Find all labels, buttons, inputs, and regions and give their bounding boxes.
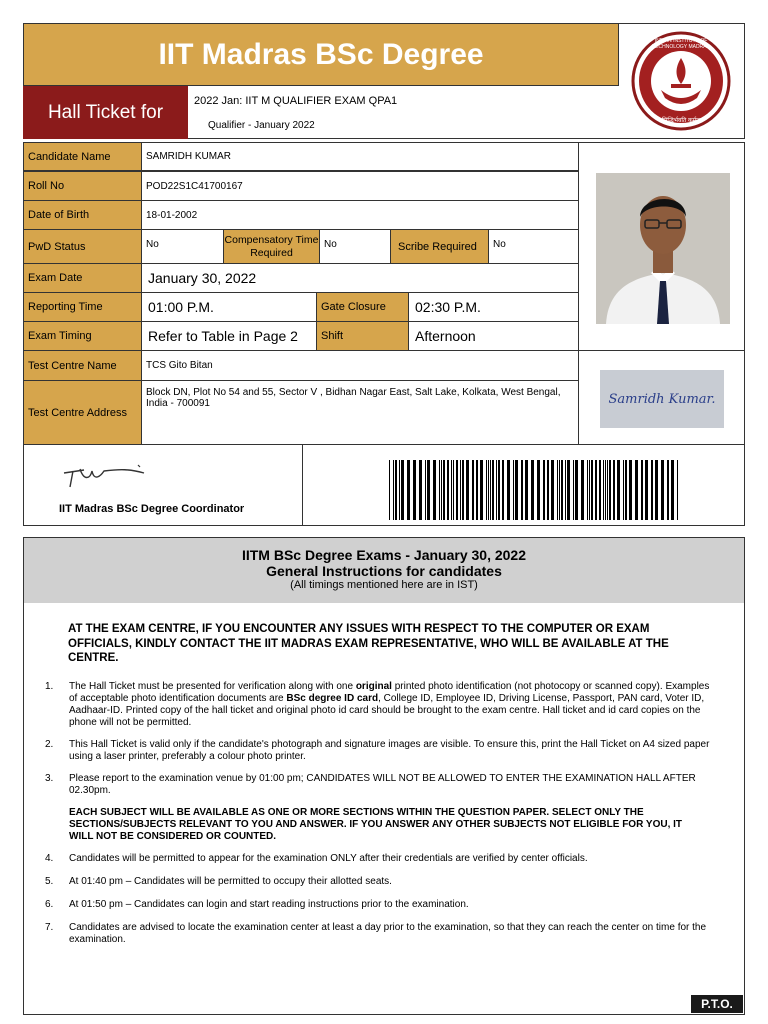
roll-no-label: Roll No [23, 171, 142, 201]
barcode-bar [645, 460, 648, 520]
barcode-bar [490, 460, 491, 520]
barcode-bar [625, 460, 627, 520]
barcode-bar [425, 460, 426, 520]
barcode-bar [607, 460, 608, 520]
barcode-bar [443, 460, 445, 520]
barcode-bar [557, 460, 558, 520]
barcode-bar [492, 460, 494, 520]
exam-timing-label: Exam Timing [23, 321, 142, 351]
instructions-note: (All timings mentioned here are in IST) [290, 579, 478, 591]
barcode-bar [567, 460, 570, 520]
barcode-bar [651, 460, 653, 520]
barcode-bar [525, 460, 528, 520]
barcode-bar [595, 460, 597, 520]
barcode-bar [453, 460, 454, 520]
item-number: 5. [45, 876, 54, 887]
instruction-bold-note [69, 807, 719, 843]
barcode-bar [677, 460, 678, 520]
gate-closure-label: Gate Closure [316, 292, 409, 322]
item-text: , College ID, Employee ID, Driving License, Passport, PAN card, Voter ID, Aadhaar-ID. Printed copy of the hall ticket and original photo id card should be brought to the exam centre. Hall ticket and id card copies on the phone will not be permitted. [69, 693, 705, 728]
item-text: Please report to the examination venue by 01:00 pm; CANDIDATES WILL NOT BE ALLOWED TO ENTER THE EXAMINATION HALL AFTER 02.30pm. [69, 773, 696, 796]
reporting-time-label: Reporting Time [23, 292, 142, 322]
page-title: IIT Madras BSc Degree [158, 37, 484, 71]
scribe-label: Scribe Required [390, 229, 489, 264]
barcode-bar [456, 460, 458, 520]
barcode-bar [561, 460, 563, 520]
barcode-bar [393, 460, 394, 520]
barcode-bar [419, 460, 422, 520]
seal-ring-text: INDIAN INSTITUTE OF TECHNOLOGY MADRAS [652, 38, 710, 50]
barcode-bar [599, 460, 601, 520]
item-number: 6. [45, 899, 54, 910]
instructions-title: IITM BSc Degree Exams - January 30, 2022 [241, 547, 527, 563]
barcode-bar [427, 460, 430, 520]
item-number: 1. [45, 681, 54, 692]
barcode-bar [543, 460, 545, 520]
barcode-bar [609, 460, 611, 520]
header-title-bar [23, 23, 619, 86]
bold-note-text: EACH SUBJECT WILL BE AVAILABLE AS ONE OR MORE SECTIONS WITHIN THE QUESTION PAPER. SELECT ONLY THE SECTIONS/SUBJECTS RELEVANT TO YOU AND ANSWER. IF YOU ANSWER ANY OTHER SUBJECTS NOT ELIGIBLE FOR YOU, IT WILL NOT BE CONSIDERED OR COUNTED. [69, 807, 683, 842]
barcode-bar [581, 460, 584, 520]
exam-date-value: January 30, 2022 [141, 263, 579, 293]
barcode-bar [547, 460, 549, 520]
item-bold: BSc degree ID card [286, 693, 379, 704]
barcode-bar [480, 460, 483, 520]
instruction-item [45, 922, 719, 946]
barcode-bar [661, 460, 664, 520]
hall-ticket-label: Hall Ticket for [47, 101, 164, 123]
logo-box [618, 23, 745, 139]
item-number: 3. [45, 773, 54, 784]
dob-label: Date of Birth [23, 200, 142, 230]
barcode-bar [395, 460, 397, 520]
coordinator-label: IIT Madras BSc Degree Coordinator [59, 503, 245, 515]
barcode-bar [486, 460, 487, 520]
barcode-bar [472, 460, 474, 520]
item-text: printed photo identification (not photocopy or scanned copy). Examples of acceptable photo identification documents are [69, 681, 710, 704]
item-text: At 01:50 pm – Candidates can login and start reading instructions prior to the examination. [69, 899, 469, 910]
barcode-bar [498, 460, 500, 520]
instructions-subtitle: General Instructions for candidates [266, 563, 502, 579]
barcode-bar [407, 460, 410, 520]
item-number: 7. [45, 922, 54, 933]
barcode-bar [399, 460, 400, 520]
test-centre-name-label: Test Centre Name [23, 350, 142, 381]
candidate-photo [596, 173, 730, 324]
barcode-bar [589, 460, 590, 520]
item-text: This Hall Ticket is valid only if the candidate's photograph and signature images are visible. To ensure this, print the Hall Ticket on A4 sized paper using a laser printer, preferably a colour photo printer. [69, 739, 710, 762]
barcode-bar [462, 460, 464, 520]
item-text: The Hall Ticket must be presented for verification along with one [69, 681, 356, 692]
barcode-bar [613, 460, 615, 520]
photo-cell [578, 142, 745, 351]
barcode-bar [655, 460, 658, 520]
instruction-list [45, 681, 719, 946]
barcode-bar [413, 460, 416, 520]
barcode-bar [521, 460, 523, 520]
instructions-header [24, 538, 744, 603]
barcode-bar [515, 460, 518, 520]
barcode-bar [447, 460, 449, 520]
coordinator-signature [60, 459, 150, 489]
barcode-bar [433, 460, 436, 520]
comp-time-value: No [319, 229, 391, 264]
warning-text: AT THE EXAM CENTRE, IF YOU ENCOUNTER ANY ISSUES WITH RESPECT TO THE COMPUTER OR EXAM OFFICIALS, KINDLY CONTACT THE IIT MADRAS EXAM REPRESENTATIVE, WHO WILL BE AVAILABLE AT THE CENTRE. [68, 623, 669, 664]
coordinator-cell [23, 444, 303, 526]
barcode-bar [587, 460, 588, 520]
barcode-bar [603, 460, 604, 520]
roll-no-value: POD22S1C41700167 [141, 171, 579, 201]
barcode-bar [591, 460, 593, 520]
exam-date-label: Exam Date [23, 263, 142, 293]
instruction-item [45, 773, 719, 797]
hall-ticket-label-box [23, 86, 188, 139]
barcode-bar [617, 460, 620, 520]
instruction-item [45, 876, 719, 888]
pwd-label: PwD Status [23, 229, 142, 264]
gate-closure-value: 02:30 P.M. [408, 292, 579, 322]
comp-time-label: Compensatory Time Required [223, 229, 320, 264]
barcode-bar [635, 460, 638, 520]
barcode-bar [441, 460, 442, 520]
instruction-item [45, 899, 719, 911]
barcode-bar [389, 460, 390, 520]
pto-badge: P.T.O. [691, 995, 743, 1013]
test-centre-name-value: TCS Gito Bitan [141, 350, 579, 381]
barcode-bar [507, 460, 510, 520]
exam-name-box [188, 86, 619, 139]
barcode-bar [451, 460, 452, 520]
barcode-bar [575, 460, 578, 520]
barcode-bar [401, 460, 404, 520]
barcode-bar [667, 460, 669, 520]
item-number: 2. [45, 739, 54, 750]
exam-subname: Qualifier - January 2022 [208, 120, 315, 131]
signature-cell [578, 350, 745, 445]
instruction-item [45, 681, 719, 729]
dob-value: 18-01-2002 [141, 200, 579, 230]
test-centre-address-value: Block DN, Plot No 54 and 55, Sector V , Bidhan Nagar East, Salt Lake, Kolkata, West Bengal, India - 700091 [141, 380, 579, 445]
instruction-item [45, 739, 719, 763]
barcode-bar [496, 460, 497, 520]
barcode-bar [531, 460, 534, 520]
item-bold: original [355, 681, 392, 692]
exam-timing-value: Refer to Table in Page 2 [141, 321, 317, 351]
item-text: At 01:40 pm – Candidates will be permitted to occupy their allotted seats. [69, 876, 392, 887]
barcode-cell [302, 444, 745, 526]
barcode-bar [629, 460, 632, 520]
barcode-bar [565, 460, 566, 520]
pwd-value: No [141, 229, 224, 264]
reporting-time-value: 01:00 P.M. [141, 292, 317, 322]
barcode-bar [466, 460, 469, 520]
barcode-bar [476, 460, 478, 520]
barcode-bar [488, 460, 489, 520]
barcode-bar [623, 460, 624, 520]
barcode-bar [537, 460, 540, 520]
barcode-bar [641, 460, 643, 520]
shift-value: Afternoon [408, 321, 579, 351]
barcode-bar [460, 460, 461, 520]
barcode-bar [502, 460, 504, 520]
shift-label: Shift [316, 321, 409, 351]
scribe-value: No [488, 229, 579, 264]
barcode-bar [559, 460, 560, 520]
instruction-item [45, 853, 719, 865]
barcode [389, 460, 681, 520]
barcode-bar [573, 460, 574, 520]
barcode-bar [605, 460, 606, 520]
item-text: Candidates will be permitted to appear for the examination ONLY after their credentials are verified by center officials. [69, 853, 588, 864]
item-number: 4. [45, 853, 54, 864]
candidate-name-value: SAMRIDH KUMAR [141, 142, 579, 171]
barcode-bar [671, 460, 674, 520]
seal-motto: सिद्धिर्भवति कर्मजा [661, 118, 703, 124]
barcode-bar [551, 460, 554, 520]
barcode-bar [513, 460, 514, 520]
candidate-name-label: Candidate Name [23, 142, 142, 171]
candidate-signature: Samridh Kumar. [600, 370, 724, 428]
exam-name: 2022 Jan: IIT M QUALIFIER EXAM QPA1 [194, 95, 398, 107]
test-centre-address-label: Test Centre Address [23, 380, 142, 445]
item-text: Candidates are advised to locate the examination center at least a day prior to the examination, so that they can reach the center on time for the examination. [69, 922, 707, 945]
barcode-bar [439, 460, 440, 520]
